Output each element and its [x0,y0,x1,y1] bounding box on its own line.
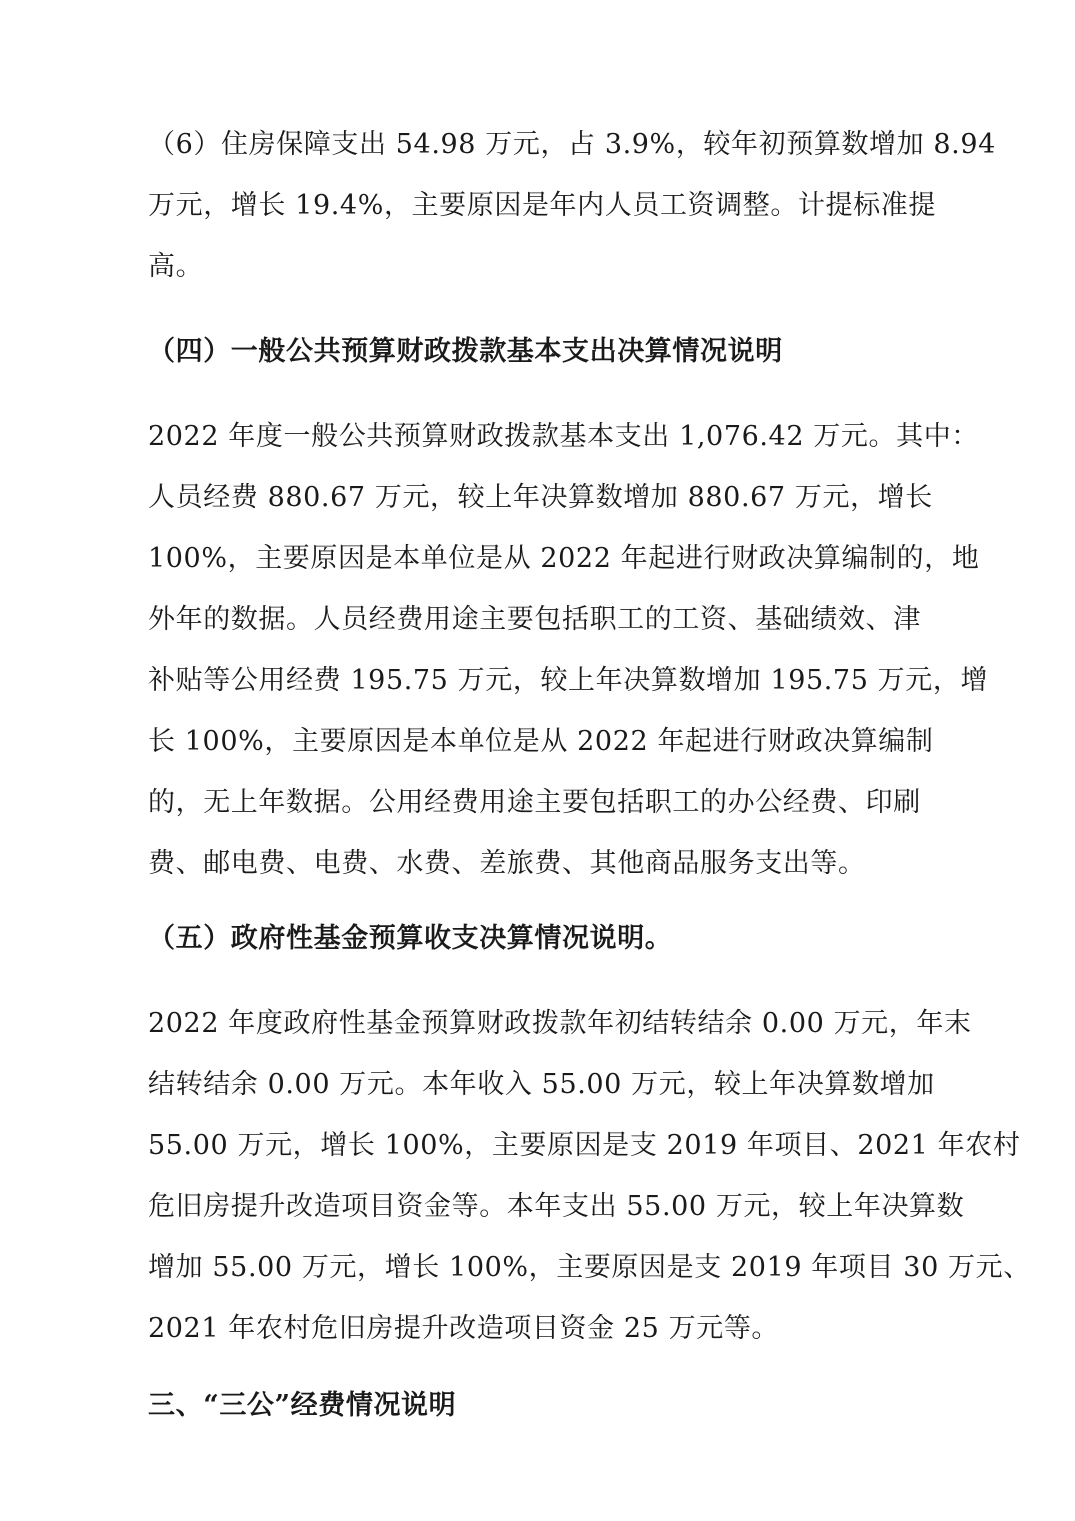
section-5-heading: （五）政府性基金预算收支决算情况说明。 [148,923,673,954]
paragraph-line: 高。 [148,251,204,282]
section-4-paragraph [148,406,989,894]
paragraph-line: 2021 年农村危旧房提升改造项目资金 25 万元等。 [148,1313,780,1344]
paragraph-line: （6）住房保障支出 54.98 万元，占 3.9%，较年初预算数增加 8.94 [148,129,996,160]
paragraph-line: 2022 年度一般公共预算财政拨款基本支出 1,076.42 万元。其中： [148,421,979,452]
paragraph-line: 长 100%，主要原因是本单位是从 2022 年起进行财政决算编制 [148,726,934,757]
paragraph-line: 万元，增长 19.4%，主要原因是年内人员工资调整。计提标准提 [148,190,936,221]
paragraph-line: 的，无上年数据。公用经费用途主要包括职工的办公经费、印刷 [148,787,921,818]
item-6-paragraph [148,114,996,297]
paragraph-line: 100%，主要原因是本单位是从 2022 年起进行财政决算编制的，地 [148,543,980,574]
paragraph-line: 危旧房提升改造项目资金等。本年支出 55.00 万元，较上年决算数 [148,1191,965,1222]
paragraph-line: 外年的数据。人员经费用途主要包括职工的工资、基础绩效、津 [148,604,921,635]
paragraph-line: 增加 55.00 万元，增长 100%，主要原因是支 2019 年项目 30 万元、 [148,1252,1031,1283]
section-4-heading: （四）一般公共预算财政拨款基本支出决算情况说明 [148,336,783,367]
paragraph-line: 费、邮电费、电费、水费、差旅费、其他商品服务支出等。 [148,848,866,879]
section-5-heading-block [148,908,978,969]
section-3-heading: 三、“三公”经费情况说明 [148,1390,457,1421]
section-5-paragraph [148,993,1031,1359]
paragraph-line: 结转结余 0.00 万元。本年收入 55.00 万元，较上年决算数增加 [148,1069,935,1100]
paragraph-line: 补贴等公用经费 195.75 万元，较上年决算数增加 195.75 万元，增 [148,665,989,696]
paragraph-line: 2022 年度政府性基金预算财政拨款年初结转结余 0.00 万元，年末 [148,1008,972,1039]
section-4-heading-block [148,321,978,382]
paragraph-line: 人员经费 880.67 万元，较上年决算数增加 880.67 万元，增长 [148,482,933,513]
paragraph-line: 55.00 万元，增长 100%，主要原因是支 2019 年项目、2021 年农村 [148,1130,1021,1161]
section-3-heading-block [148,1375,978,1436]
